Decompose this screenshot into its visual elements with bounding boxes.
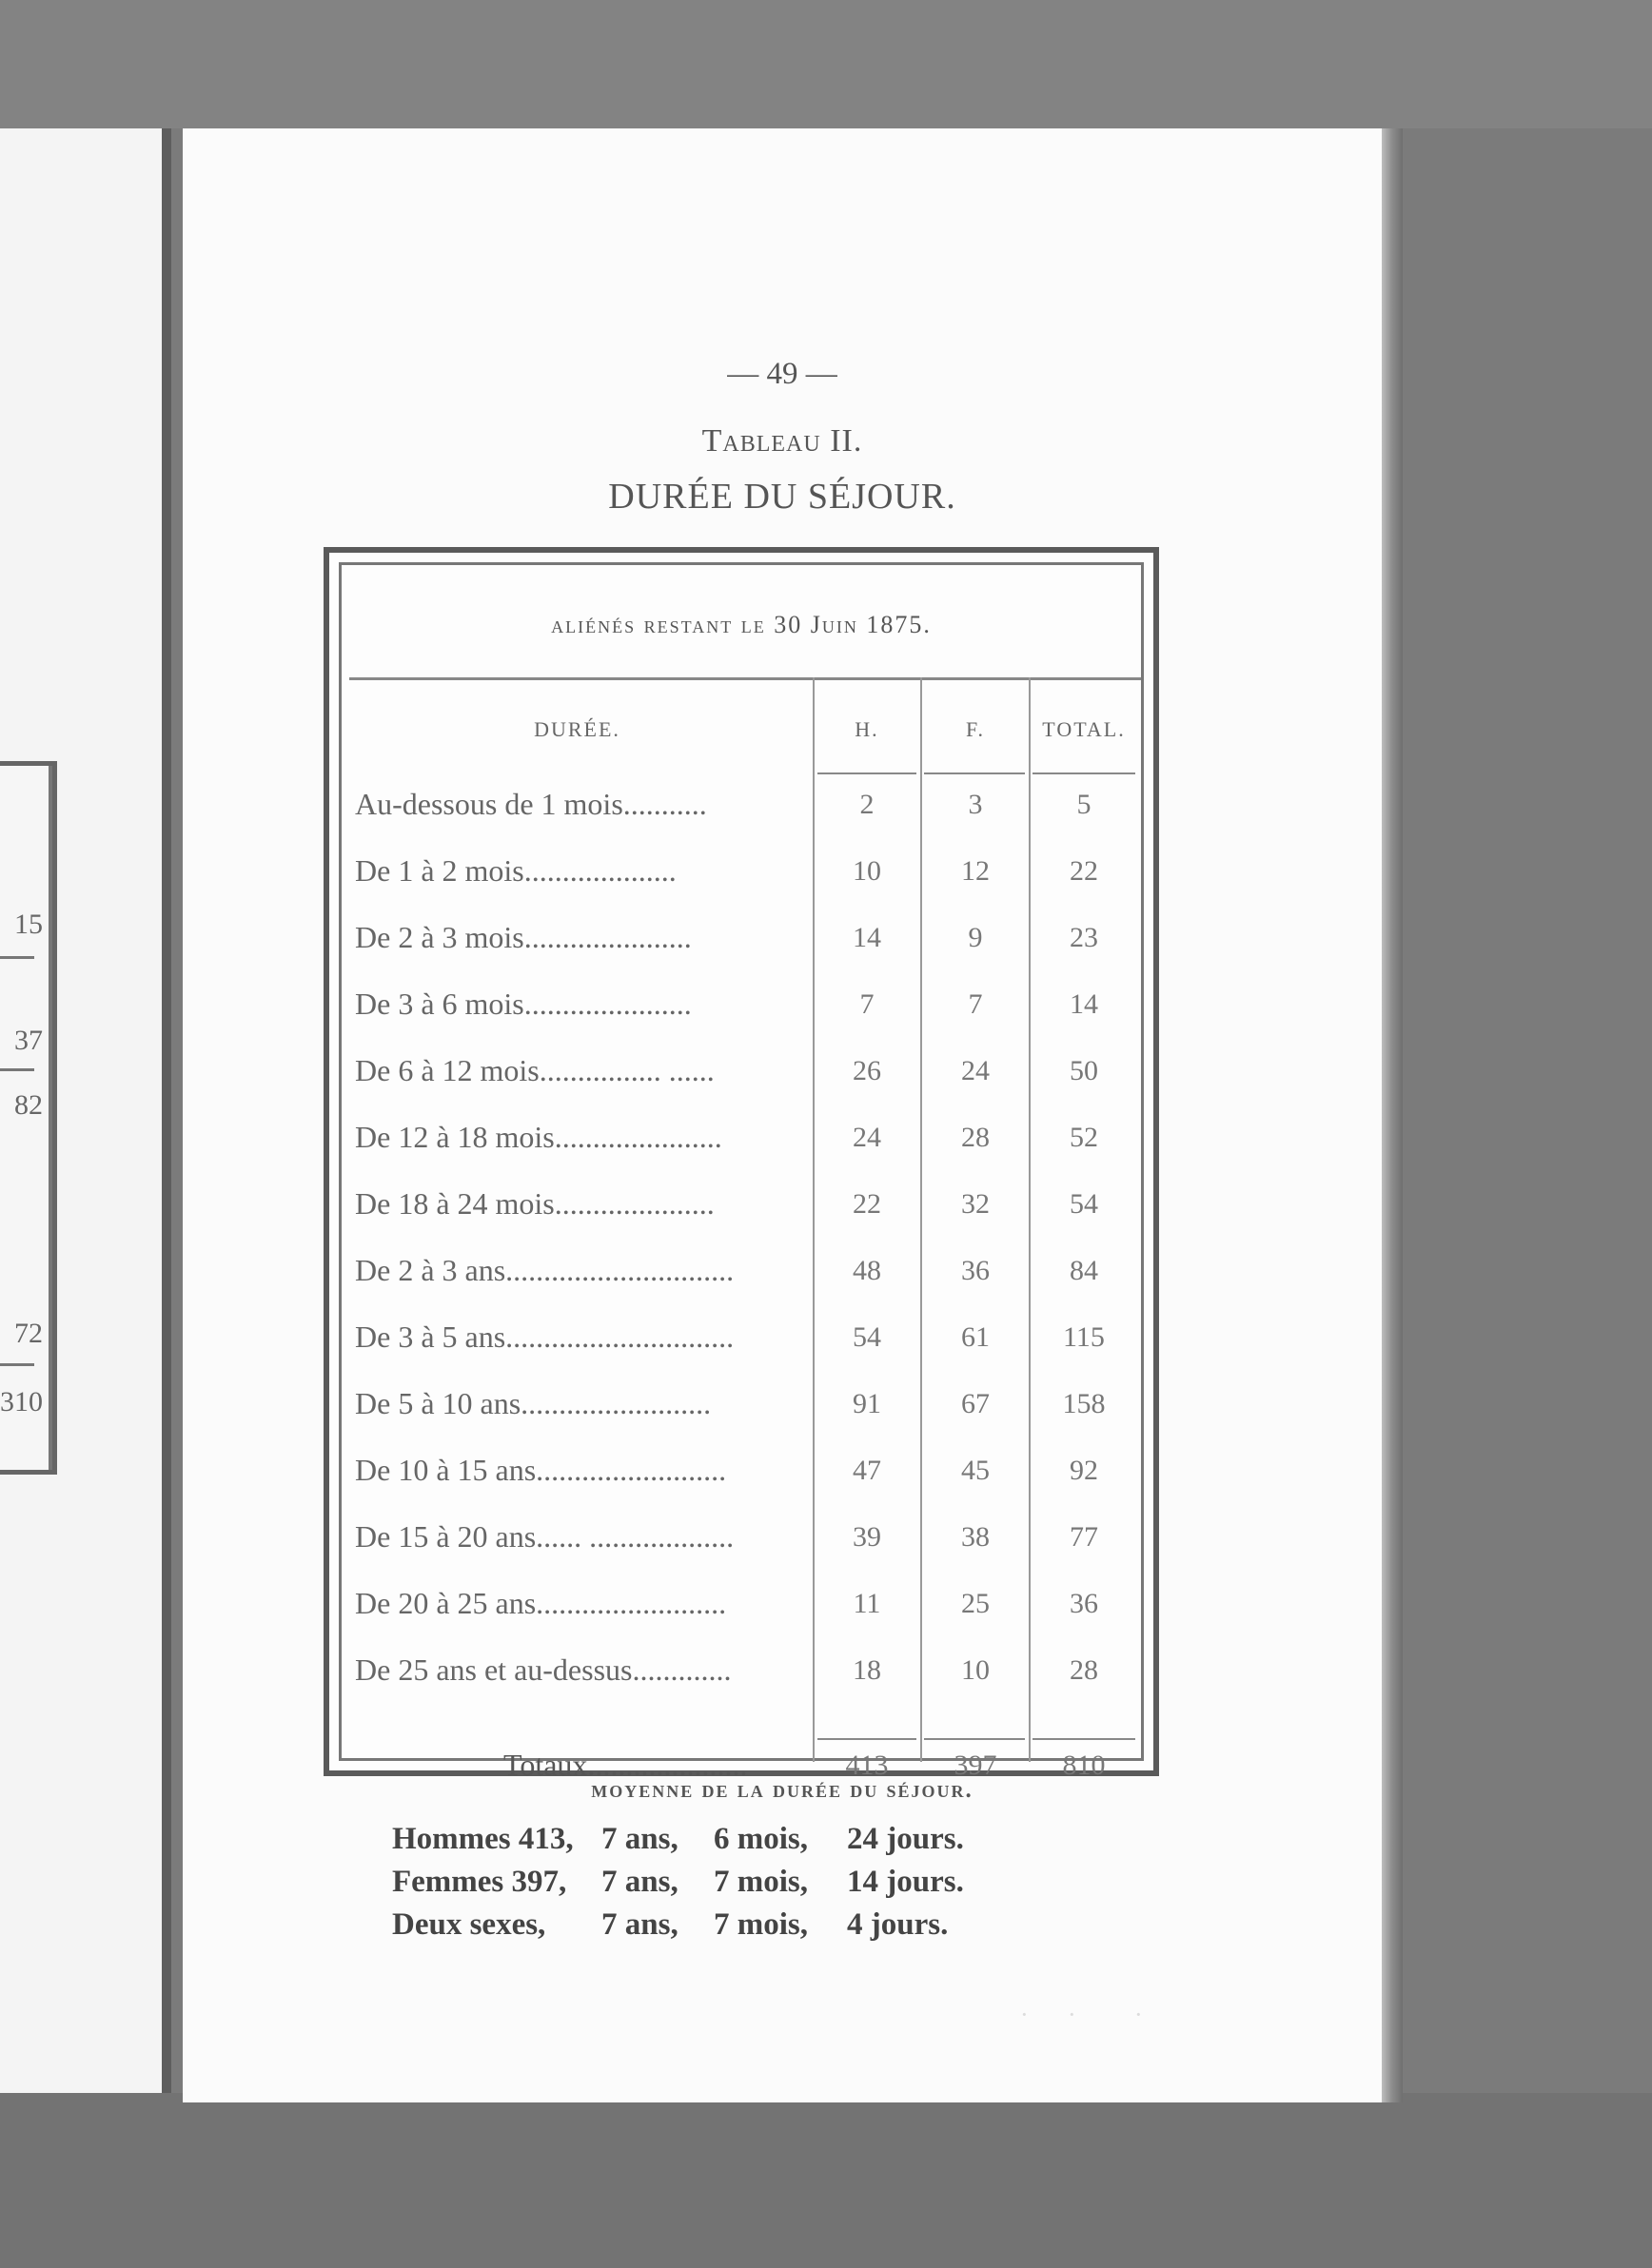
- cell-h: 91: [853, 1388, 881, 1419]
- cell-f: 25: [961, 1588, 990, 1619]
- cell-total: 158: [1062, 1388, 1106, 1419]
- summary-label: Femmes 397,: [392, 1865, 567, 1899]
- scan-speck: ·: [1068, 2001, 1076, 2028]
- cell-h: 47: [853, 1455, 881, 1486]
- totals-rule: [924, 1738, 1025, 1740]
- cell-f: 28: [961, 1122, 990, 1153]
- row-label: De 3 à 5 ans..............................: [355, 1320, 735, 1354]
- table-rule: [0, 1363, 34, 1366]
- column-header-total: TOTAL.: [1042, 717, 1126, 741]
- data-table: [324, 547, 1159, 1782]
- row-label: De 3 à 6 mois......................: [355, 987, 692, 1021]
- cell-f: 67: [961, 1388, 990, 1419]
- summary-years: 7 ans,: [601, 1822, 678, 1856]
- row-label: De 2 à 3 ans..............................: [355, 1253, 735, 1287]
- totals-rule: [1032, 1738, 1135, 1740]
- cell-h: 14: [853, 922, 881, 953]
- cell-f: 7: [968, 988, 983, 1020]
- cell-h: 7: [859, 988, 875, 1020]
- table-row: [342, 1053, 1141, 1120]
- summary-years: 7 ans,: [601, 1907, 678, 1942]
- summary-months: 7 mois,: [714, 1865, 808, 1899]
- table-row: [342, 1320, 1141, 1386]
- cell-h: 18: [853, 1654, 881, 1686]
- table-heading-rule: [349, 677, 1141, 680]
- row-label: Au-dessous de 1 mois...........: [355, 787, 707, 821]
- table-border: [49, 766, 52, 1470]
- row-label: De 20 à 25 ans.........................: [355, 1586, 727, 1620]
- table-row: [342, 1186, 1141, 1253]
- table-row: [342, 787, 1141, 853]
- cell-total: 92: [1070, 1455, 1098, 1486]
- cell-f: 3: [968, 789, 983, 820]
- cell-total: 14: [1070, 988, 1098, 1020]
- row-label: De 25 ans et au-dessus.............: [355, 1652, 732, 1687]
- column-header-duree: DURÉE.: [534, 717, 620, 741]
- cell-total: 52: [1070, 1122, 1098, 1153]
- cell-f: 10: [961, 1654, 990, 1686]
- table-rule: [0, 1068, 34, 1071]
- cell-h: 48: [853, 1255, 881, 1286]
- column-header-f: F.: [966, 717, 985, 741]
- summary-label: Hommes 413,: [392, 1822, 574, 1856]
- scan-speck: ·: [1134, 2001, 1143, 2028]
- row-label: De 12 à 18 mois......................: [355, 1120, 722, 1154]
- row-label: De 2 à 3 mois......................: [355, 920, 692, 954]
- cell-f: 9: [968, 922, 983, 953]
- table-rule: [0, 956, 34, 959]
- table-cell: 37: [14, 1025, 43, 1056]
- total-all: 810: [1062, 1750, 1106, 1781]
- cell-total: 28: [1070, 1654, 1098, 1686]
- cell-total: 54: [1070, 1188, 1098, 1220]
- row-label: De 5 à 10 ans.........................: [355, 1386, 712, 1420]
- table-row: [342, 1519, 1141, 1586]
- summary-years: 7 ans,: [601, 1865, 678, 1899]
- table-cell: 72: [14, 1318, 43, 1349]
- previous-page-fragment: [0, 128, 171, 2093]
- page-title: DURÉE DU SÉJOUR.: [608, 477, 956, 517]
- table-cell: 15: [14, 909, 43, 940]
- table-row: [342, 1652, 1141, 1719]
- cell-h: 10: [853, 855, 881, 887]
- cell-f: 38: [961, 1521, 990, 1553]
- total-f: 397: [954, 1750, 997, 1781]
- summary-days: 14 jours.: [847, 1865, 964, 1899]
- cell-f: 32: [961, 1188, 990, 1220]
- row-label: De 6 à 12 mois................ ......: [355, 1053, 715, 1087]
- table-heading: aliénés restant le 30 Juin 1875.: [551, 611, 932, 638]
- table-row: [342, 853, 1141, 920]
- cell-f: 24: [961, 1055, 990, 1086]
- cell-h: 54: [853, 1321, 881, 1353]
- table-cell: 310: [0, 1386, 43, 1418]
- row-label: De 15 à 20 ans...... ...................: [355, 1519, 735, 1554]
- header-rule: [817, 772, 916, 774]
- row-label: De 18 à 24 mois.....................: [355, 1186, 715, 1221]
- cell-h: 22: [853, 1188, 881, 1220]
- average-title: moyenne de la durée du séjour.: [591, 1777, 974, 1803]
- cell-f: 36: [961, 1255, 990, 1286]
- summary-days: 24 jours.: [847, 1822, 964, 1856]
- scanner-background-top: [0, 0, 1652, 128]
- cell-total: 5: [1076, 789, 1092, 820]
- summary-months: 6 mois,: [714, 1822, 808, 1856]
- cell-total: 115: [1063, 1321, 1105, 1353]
- cell-total: 23: [1070, 922, 1098, 953]
- row-label: De 1 à 2 mois....................: [355, 853, 677, 888]
- table-inner-frame: [339, 562, 1144, 1782]
- table-row: [342, 1386, 1141, 1453]
- totals-rule: [817, 1738, 916, 1740]
- table-row: [342, 1120, 1141, 1186]
- header-rule: [924, 772, 1025, 774]
- page-number: — 49 —: [727, 357, 837, 391]
- summary-months: 7 mois,: [714, 1907, 808, 1942]
- cell-f: 45: [961, 1455, 990, 1486]
- table-row: [342, 1586, 1141, 1652]
- cell-h: 26: [853, 1055, 881, 1086]
- cell-f: 12: [961, 855, 990, 887]
- previous-page-table: [0, 761, 57, 1475]
- cell-f: 61: [961, 1321, 990, 1353]
- cell-total: 22: [1070, 855, 1098, 887]
- scan-speck: ·: [1020, 2001, 1029, 2028]
- cell-total: 77: [1070, 1521, 1098, 1553]
- table-row: [342, 1453, 1141, 1519]
- totals-label: Totaux.....................: [503, 1748, 748, 1782]
- cell-h: 24: [853, 1122, 881, 1153]
- cell-h: 11: [853, 1588, 881, 1619]
- column-header-h: H.: [855, 717, 879, 741]
- cell-h: 2: [859, 789, 875, 820]
- cell-total: 36: [1070, 1588, 1098, 1619]
- header-rule: [1032, 772, 1135, 774]
- summary-label: Deux sexes,: [392, 1907, 546, 1942]
- row-label: De 10 à 15 ans.........................: [355, 1453, 727, 1487]
- table-row: [342, 920, 1141, 987]
- cell-h: 39: [853, 1521, 881, 1553]
- total-h: 413: [845, 1750, 889, 1781]
- scanner-background-bottom: [0, 2093, 1652, 2268]
- page-edge-shadow: [1382, 128, 1403, 2102]
- cell-total: 50: [1070, 1055, 1098, 1086]
- summary-days: 4 jours.: [847, 1907, 949, 1942]
- table-row: [342, 1253, 1141, 1320]
- table-row: [342, 987, 1141, 1053]
- table-cell: 82: [14, 1089, 43, 1121]
- table-label: Tableau II.: [701, 423, 863, 459]
- book-page: [183, 128, 1382, 2102]
- cell-total: 84: [1070, 1255, 1098, 1286]
